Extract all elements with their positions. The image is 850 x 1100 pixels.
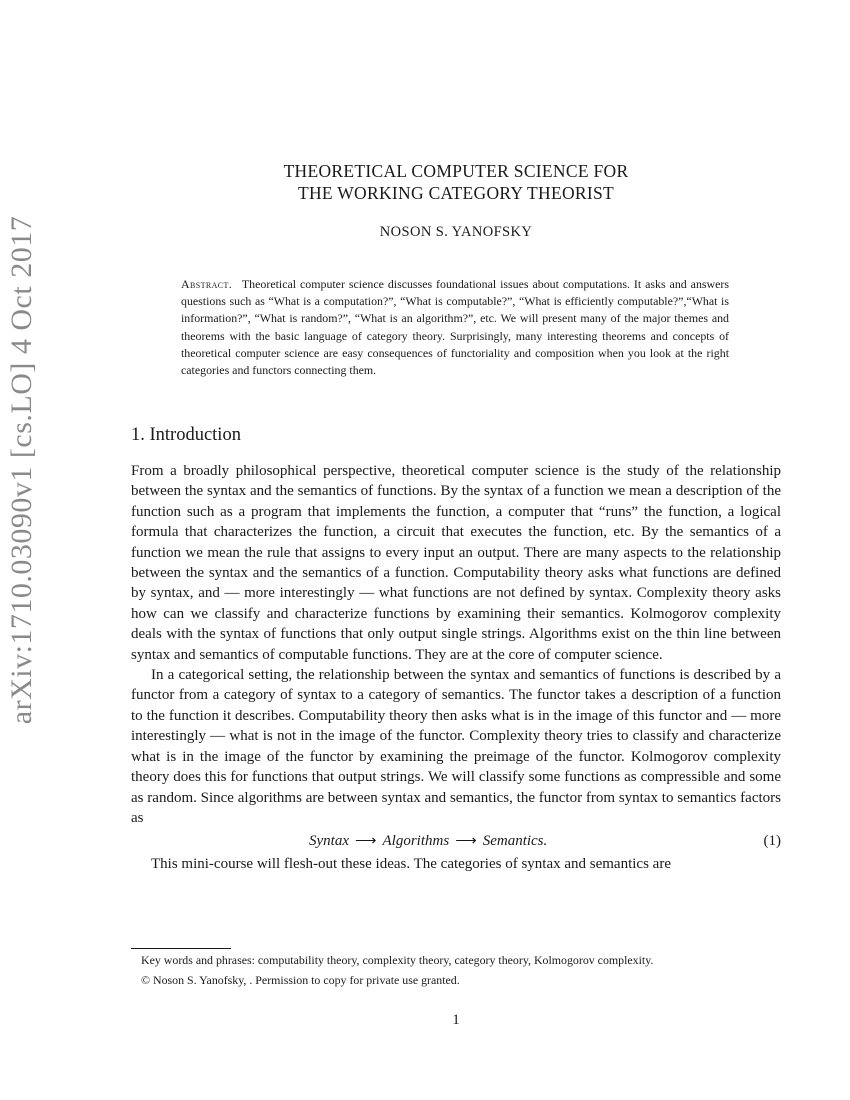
equation-term-semantics: Semantics. [482,833,548,850]
equation-term-algorithms: Algorithms [382,833,450,850]
body-text [131,461,781,875]
arxiv-side-label: arXiv:1710.03090v1 [cs.LO] 4 Oct 2017 [5,215,39,725]
arrow-icon: ⟶ [354,833,377,850]
title-line-1: THEORETICAL COMPUTER SCIENCE FOR [283,161,629,181]
arrow-icon: ⟶ [455,833,477,850]
section-heading: 1. Introduction [131,425,241,445]
page-number: 1 [452,1012,460,1028]
equation-term-syntax: Syntax [309,833,349,850]
paragraph-3: This mini-course will flesh-out these ideas. The categories of syntax and semantics are [151,856,671,873]
arxiv-side-label-container [2,215,42,725]
footnote-keywords: Key words and phrases: computability theory, complexity theory, category theory, Kolmogorov complexity. [141,953,654,967]
title-line-2: THE WORKING CATEGORY THEORIST [297,183,615,203]
paragraph-2: In a categorical setting, the relationship between the syntax and semantics of functions is described by a functor from a category of syntax to a category of semantics. The functor takes a description of a function to the function it describes. Computability theory then asks what is in the image of this functor and — more interestingly — what is not in the image of the functor. Complexity theory tries to classify and characterize what is in the image of the functor by examining the preimage of the functor. Kolmogorov complexity theory does this for functions that output strings. We will classify some functions as compressible and some as random. Since algorithms are between syntax and semantics, the functor from syntax to semantics factors as [131,667,781,826]
author-name: NOSON S. YANOFSKY [379,224,533,240]
footnote-copyright: © Noson S. Yanofsky, . Permission to copy for private use granted. [141,972,460,987]
footnotes [131,953,781,988]
equation-content [309,831,547,851]
footnote-divider [131,948,231,949]
equation-1 [131,828,781,854]
abstract-heading: Abstract. [181,277,233,291]
paper-title [131,160,781,204]
equation-number: (1) [763,833,781,850]
abstract [181,276,729,379]
abstract-text: Theoretical computer science discusses foundational issues about computations. It asks and answers questions such as “What is a computation?”, “What is computable?”, “What is efficiently computable?”,“What is information?”, “What is random?”, “What is an algorithm?”, etc. We will present many of the major themes and theorems with the basic language of category theory. Surprisingly, many interesting theorems and concepts of theoretical computer science are easy consequences of functoriality and composition when you look at the right categories and functors connecting them. [181,277,729,378]
paragraph-1: From a broadly philosophical perspective, theoretical computer science is the study of the relationship between the syntax and the semantics of functions. By the syntax of a function we mean a description of the function such as a program that implements the function, a computer that “runs” the function, a logical formula that characterizes the function, a circuit that executes the function, etc. By the semantics of a function we mean the rule that assigns to every input an output. There are many aspects to the relationship between the syntax and the semantics of a function. Computability theory asks what functions are defined by syntax, and — more interestingly — what functions are not defined by syntax. Complexity theory asks how can we classify and characterize functions by examining their semantics. Kolmogorov complexity deals with the syntax of functions that only output single strings. Algorithms exist on the thin line between syntax and semantics of computable functions. They are at the core of computer science. [131,463,781,663]
